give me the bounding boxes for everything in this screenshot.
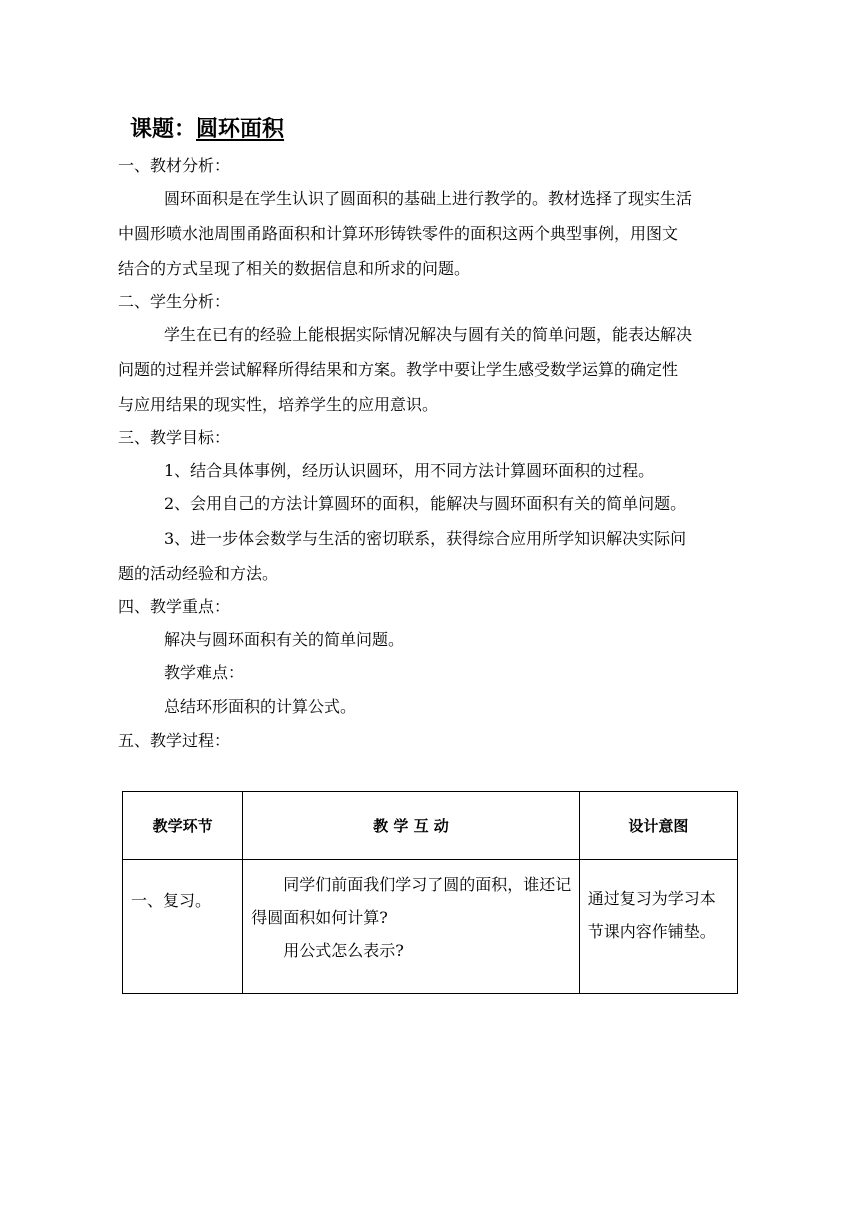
objective-item: 1、结合具体事例，经历认识圆环，用不同方法计算圆环面积的过程。 xyxy=(164,461,655,480)
page-title xyxy=(130,112,284,143)
table-row xyxy=(123,860,738,994)
paragraph-line: 中圆形喷水池周围甬路面积和计算环形铸铁零件的面积这两个典型事例，用图文 xyxy=(118,224,679,243)
paragraph-line: 圆环面积是在学生认识了圆面积的基础上进行教学的。教材选择了现实生活 xyxy=(164,189,693,208)
key-point-text: 解决与圆环面积有关的简单问题。 xyxy=(164,630,405,649)
title-prefix: 课题： xyxy=(130,117,197,142)
difficulty-label: 教学难点： xyxy=(164,663,245,682)
interaction-paragraph: 同学们前面我们学习了圆的面积，谁还记得圆面积如何计算? xyxy=(251,875,572,927)
paragraph-line: 学生在已有的经验上能根据实际情况解决与圆有关的简单问题，能表达解决 xyxy=(164,325,693,344)
column-header-intent: 设计意图 xyxy=(579,792,737,860)
cell-intent xyxy=(579,860,737,994)
cell-stage xyxy=(123,860,243,994)
paragraph-line: 问题的过程并尝试解释所得结果和方案。教学中要让学生感受数学运算的确定性 xyxy=(118,360,679,379)
teaching-process-table xyxy=(122,791,738,994)
paragraph-line: 与应用结果的现实性，培养学生的应用意识。 xyxy=(118,395,439,414)
cell-interaction xyxy=(243,860,580,994)
column-header-stage: 教学环节 xyxy=(123,792,243,860)
intent-text: 通过复习为学习本节课内容作铺垫。 xyxy=(587,889,716,941)
section-heading-process: 五、教学过程： xyxy=(118,731,231,750)
section-heading-students: 二、学生分析： xyxy=(118,292,231,311)
section-heading-materials: 一、教材分析： xyxy=(118,156,231,175)
objective-item-continued: 题的活动经验和方法。 xyxy=(118,564,279,583)
section-heading-key-points: 四、教学重点： xyxy=(118,597,231,616)
column-header-interaction: 教 学 互 动 xyxy=(243,792,580,860)
title-topic: 圆环面积 xyxy=(196,117,285,142)
stage-text: 一、复习。 xyxy=(131,891,212,910)
table-header-row xyxy=(123,792,738,860)
difficulty-text: 总结环形面积的计算公式。 xyxy=(164,697,357,716)
objective-item: 2、会用自己的方法计算圆环的面积，能解决与圆环面积有关的简单问题。 xyxy=(164,494,687,513)
objective-item: 3、进一步体会数学与生活的密切联系，获得综合应用所学知识解决实际问 xyxy=(164,529,687,548)
paragraph-line: 结合的方式呈现了相关的数据信息和所求的问题。 xyxy=(118,259,471,278)
interaction-paragraph: 用公式怎么表示? xyxy=(283,941,404,960)
section-heading-objectives: 三、教学目标： xyxy=(118,428,231,447)
